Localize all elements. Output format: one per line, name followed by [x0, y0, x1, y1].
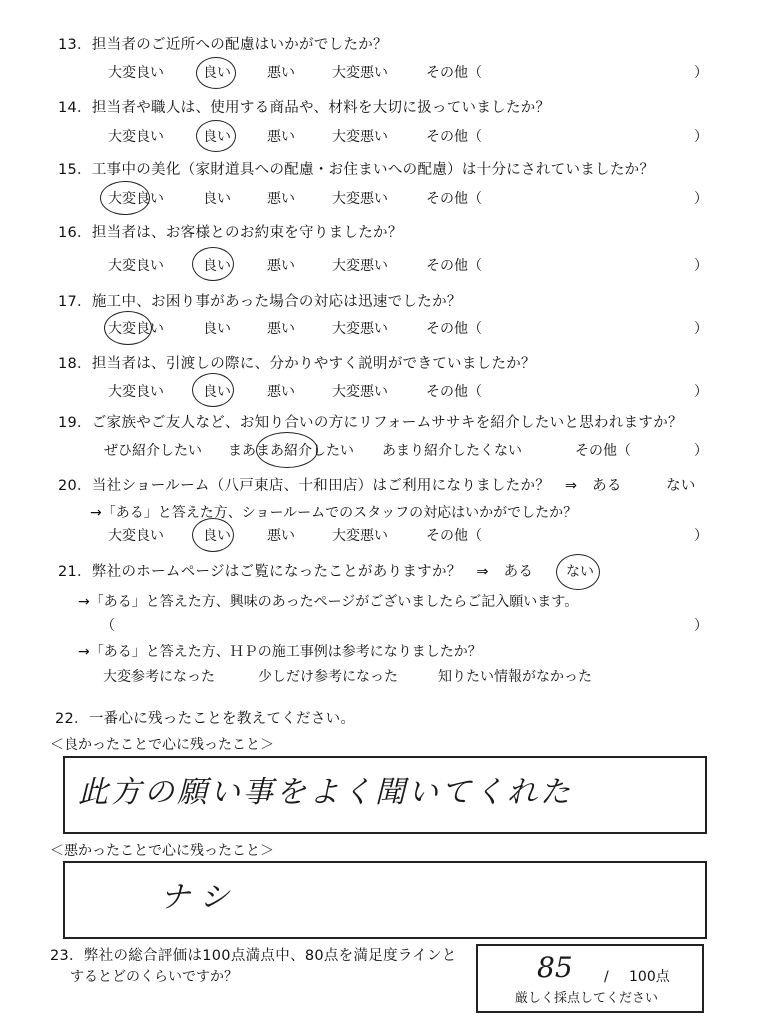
q22-question: 22．一番心に残ったことを教えてください。	[55, 711, 356, 727]
q16-option-other-close: ）	[694, 258, 708, 274]
q23-note: 厳しく採点してください	[515, 991, 659, 1006]
q20-option-bad: 悪い	[267, 528, 295, 544]
q18-question: 18．担当者は、引渡しの際に、分かりやすく説明ができていましたか？	[58, 356, 536, 372]
q13-option-other-open: その他（	[426, 65, 482, 81]
q20-option-very-good: 大変良い	[108, 528, 164, 544]
q14-option-other-close: ）	[694, 129, 708, 145]
q23-score: 85	[537, 951, 573, 984]
q19-option-somewhat: まあまあ紹介したい	[228, 443, 354, 459]
q14-option-other-open: その他（	[426, 129, 482, 145]
q18-option-good: 良い	[203, 384, 231, 400]
q15-option-other-open: その他（	[426, 191, 482, 207]
q22-bad-answer: ナシ	[160, 880, 240, 915]
q13-option-other-close: ）	[694, 65, 708, 81]
q15-option-bad: 悪い	[267, 191, 295, 207]
q21-option-very-helpful: 大変参考になった	[103, 669, 215, 685]
q14-option-bad: 悪い	[267, 129, 295, 145]
q14-option-very-good: 大変良い	[108, 129, 164, 145]
q19-question: 19．ご家族やご友人など、お知り合いの方にリフォームササキを紹介したいと思われますか？	[58, 415, 683, 431]
q21-paren-close: ）	[694, 618, 708, 634]
q15-question: 15．工事中の美化（家財道具への配慮・お住まいへの配慮）は十分にされていましたか？	[58, 162, 655, 178]
q17-option-very-good: 大変良い	[108, 321, 164, 337]
q16-question: 16．担当者は、お客様とのお約束を守りましたか？	[58, 225, 403, 241]
q23-slash: /	[604, 969, 609, 985]
q17-option-bad: 悪い	[267, 321, 295, 337]
q14-question: 14．担当者や職人は、使用する商品や、材料を大切に扱っていましたか？	[58, 100, 551, 116]
q21-sub-question-1: →「ある」と答えた方、興味のあったページがございましたらご記入願います。	[78, 594, 579, 610]
q21-answer-no: ない	[566, 564, 594, 580]
q18-option-bad: 悪い	[267, 384, 295, 400]
q17-option-other-close: ）	[694, 321, 708, 337]
q15-option-very-good: 大変良い	[108, 191, 164, 207]
q21-option-slightly-helpful: 少しだけ参考になった	[258, 669, 398, 685]
q22-good-answer: 此方の願い事をよく聞いてくれた	[78, 775, 573, 810]
q20-option-other-close: ）	[694, 528, 708, 544]
q23-max-score: 100点	[629, 969, 670, 985]
q18-option-very-good: 大変良い	[108, 384, 164, 400]
q20-sub-question: →「ある」と答えた方、ショールームでのスタッフの対応はいかがでしたか？	[90, 505, 578, 521]
q17-question: 17．施工中、お困り事があった場合の対応は迅速でしたか？	[58, 294, 462, 310]
q21-paren-open: （	[101, 618, 115, 634]
q13-option-good: 良い	[203, 65, 231, 81]
q18-option-very-bad: 大変悪い	[332, 384, 388, 400]
q19-option-rather-not: あまり紹介したくない	[382, 443, 522, 459]
q16-option-good: 良い	[203, 258, 231, 274]
q15-option-very-bad: 大変悪い	[332, 191, 388, 207]
q21-sub-question-2: →「ある」と答えた方、ＨＰの施工事例は参考になりましたか？	[78, 644, 482, 660]
q13-option-very-bad: 大変悪い	[332, 65, 388, 81]
q17-option-very-bad: 大変悪い	[332, 321, 388, 337]
q15-option-other-close: ）	[694, 191, 708, 207]
q21-question: 21．弊社のホームページはご覧になったことがありますか？ ⇒ ある	[58, 564, 534, 580]
q14-option-very-bad: 大変悪い	[332, 129, 388, 145]
q20-option-other-open: その他（	[426, 528, 482, 544]
q19-option-other-close: ）	[694, 443, 708, 459]
q20-option-good: 良い	[203, 528, 231, 544]
q21-option-no-info: 知りたい情報がなかった	[438, 669, 592, 685]
q23-question-line2: するとどのくらいですか？	[70, 969, 238, 985]
q19-option-other-open: その他（	[575, 443, 631, 459]
q15-option-good: 良い	[203, 191, 231, 207]
q19-option-definitely: ぜひ紹介したい	[104, 443, 202, 459]
q16-option-very-bad: 大変悪い	[332, 258, 388, 274]
q23-question-line1: 23．弊社の総合評価は100点満点中、80点を満足度ラインと	[50, 948, 457, 964]
q20-option-very-bad: 大変悪い	[332, 528, 388, 544]
q22-bad-label: ＜悪かったことで心に残ったこと＞	[50, 843, 274, 859]
q13-question: 13．担当者のご近所への配慮はいかがでしたか？	[58, 37, 388, 53]
q17-option-good: 良い	[203, 321, 231, 337]
q17-option-other-open: その他（	[426, 321, 482, 337]
q18-option-other-close: ）	[694, 384, 708, 400]
q14-option-good: 良い	[203, 129, 231, 145]
q16-option-very-good: 大変良い	[108, 258, 164, 274]
q18-option-other-open: その他（	[426, 384, 482, 400]
q16-option-bad: 悪い	[267, 258, 295, 274]
q13-option-very-good: 大変良い	[108, 65, 164, 81]
q22-good-label: ＜良かったことで心に残ったこと＞	[50, 737, 274, 753]
q13-option-bad: 悪い	[267, 65, 295, 81]
q16-option-other-open: その他（	[426, 258, 482, 274]
q20-question: 20．当社ショールーム（八戸東店、十和田店）はご利用になりましたか？ ⇒ ある ない	[58, 478, 696, 494]
